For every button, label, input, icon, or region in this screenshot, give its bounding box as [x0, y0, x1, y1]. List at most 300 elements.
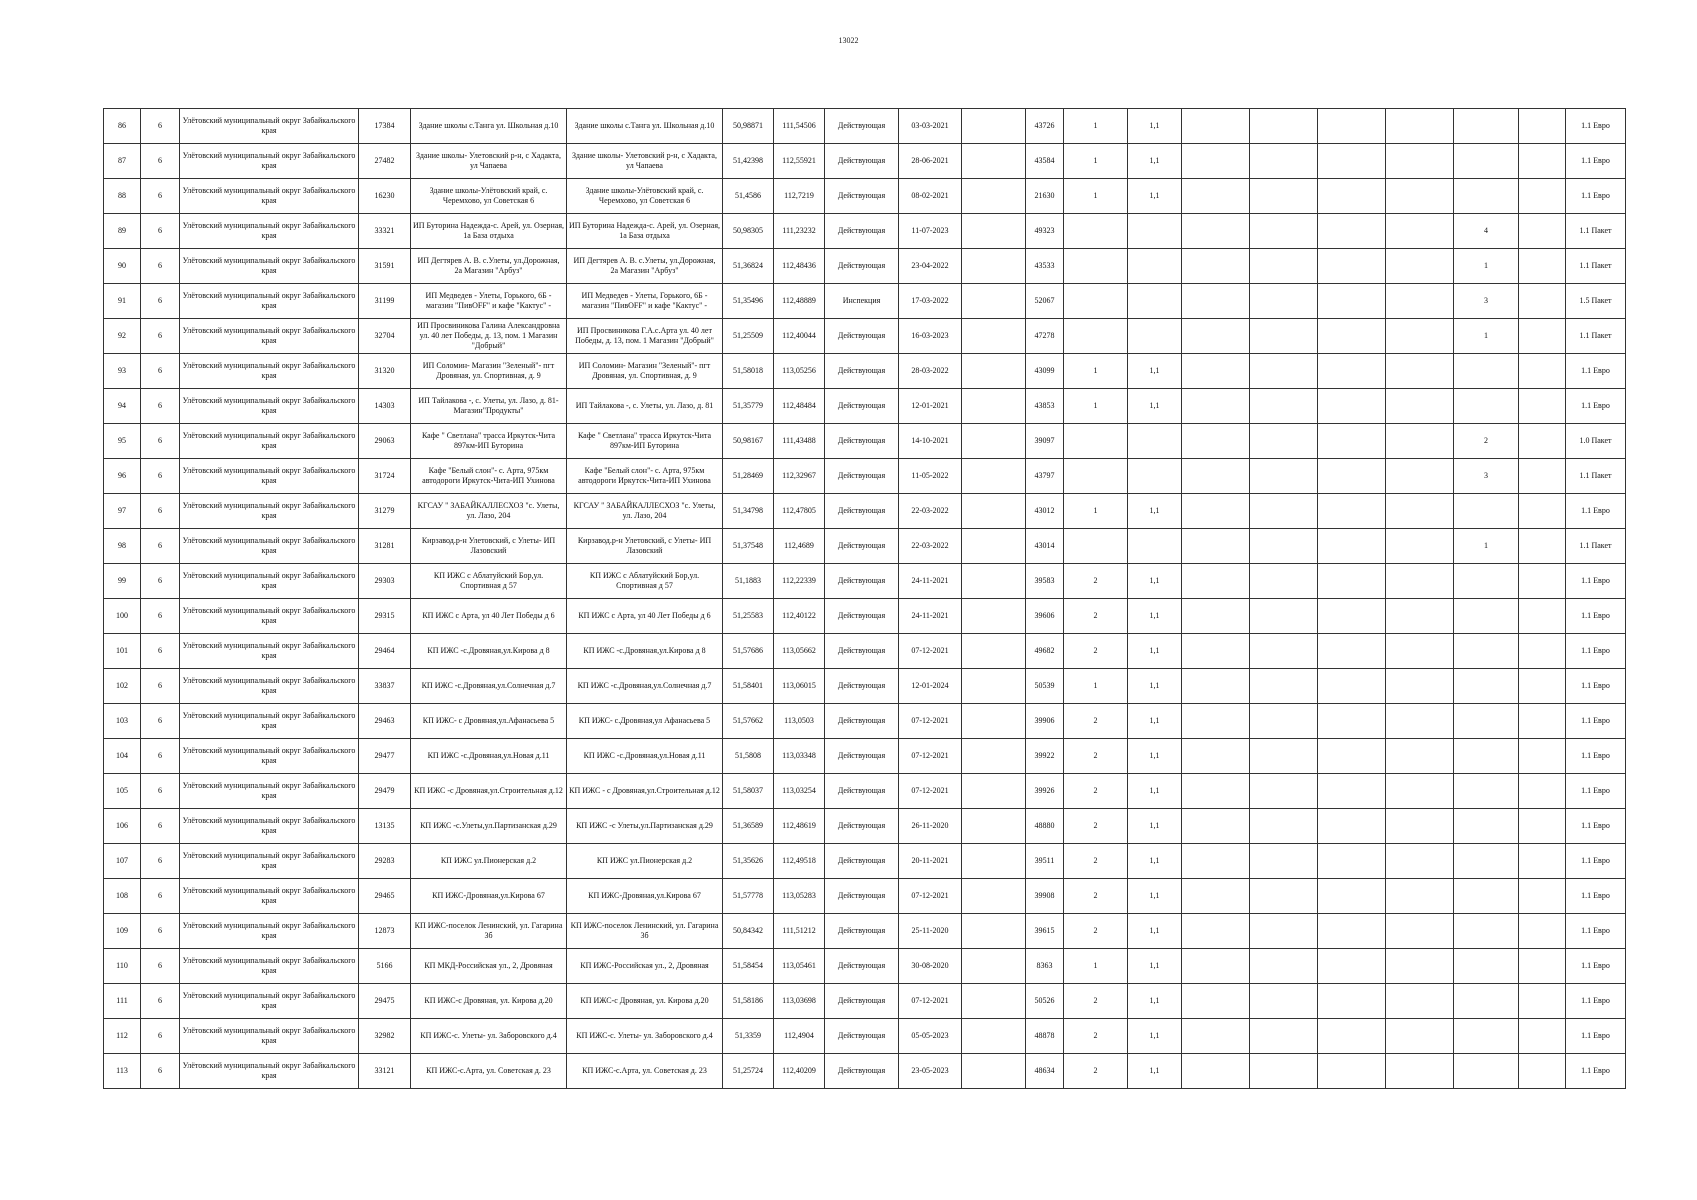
cell-empty-e: [1386, 879, 1454, 914]
cell-municipality: Улётовский муниципальный округ Забайкальского края: [180, 319, 359, 354]
cell-empty-d: [1318, 424, 1386, 459]
cell-municipality: Улётовский муниципальный округ Забайкальского края: [180, 179, 359, 214]
cell-collection-type: 1.1 Евро: [1566, 1054, 1626, 1089]
cell-empty-f: [1519, 249, 1566, 284]
cell-district-code: 6: [141, 879, 180, 914]
cell-empty-f: [1519, 879, 1566, 914]
cell-empty-d: [1318, 284, 1386, 319]
table-row: [104, 109, 1626, 144]
cell-package-count: [1454, 109, 1519, 144]
cell-empty-f: [1519, 284, 1566, 319]
cell-empty-b: [1182, 1054, 1250, 1089]
cell-container-count: 1: [1064, 354, 1128, 389]
cell-date: 07-12-2021: [899, 634, 962, 669]
cell-empty-a: [962, 529, 1026, 564]
cell-empty-c: [1250, 599, 1318, 634]
table-row: [104, 634, 1626, 669]
cell-container-volume: 1,1: [1128, 739, 1182, 774]
cell-empty-e: [1386, 564, 1454, 599]
cell-empty-e: [1386, 109, 1454, 144]
cell-object-name: КП МКД-Российская ул., 2, Дровяная: [411, 949, 567, 984]
cell-date: 23-05-2023: [899, 1054, 962, 1089]
cell-longitude: 112,48619: [774, 809, 825, 844]
cell-status: Инспекция: [825, 284, 899, 319]
cell-row-number: 106: [104, 809, 141, 844]
cell-container-volume: [1128, 284, 1182, 319]
cell-latitude: 51,58037: [723, 774, 774, 809]
cell-container-volume: 1,1: [1128, 949, 1182, 984]
cell-registry-code: 43533: [1026, 249, 1064, 284]
cell-container-volume: 1,1: [1128, 1054, 1182, 1089]
cell-status: Действующая: [825, 669, 899, 704]
page-number: 13022: [838, 36, 859, 45]
cell-empty-d: [1318, 109, 1386, 144]
cell-object-name: Здание школы с.Танга ул. Школьная д.10: [411, 109, 567, 144]
cell-empty-a: [962, 494, 1026, 529]
cell-row-number: 87: [104, 144, 141, 179]
cell-municipality: Улётовский муниципальный округ Забайкальского края: [180, 494, 359, 529]
cell-registry-code: 39906: [1026, 704, 1064, 739]
cell-registry-code: 39606: [1026, 599, 1064, 634]
cell-object-name: ИП Тайлакова -, с. Улеты, ул. Лазо, д. 81-Магазин"Продукты": [411, 389, 567, 424]
cell-empty-d: [1318, 529, 1386, 564]
cell-package-count: [1454, 844, 1519, 879]
cell-empty-a: [962, 809, 1026, 844]
cell-registry-code: 50539: [1026, 669, 1064, 704]
cell-collection-type: 1.1 Евро: [1566, 739, 1626, 774]
cell-collection-type: 1.1 Евро: [1566, 179, 1626, 214]
cell-container-count: 2: [1064, 634, 1128, 669]
cell-empty-c: [1250, 109, 1318, 144]
cell-empty-c: [1250, 214, 1318, 249]
cell-container-count: 2: [1064, 879, 1128, 914]
cell-status: Действующая: [825, 354, 899, 389]
cell-object-address: КП ИЖС -с.Дровяная,ул.Солнечная д.7: [567, 669, 723, 704]
cell-date: 05-05-2023: [899, 1019, 962, 1054]
cell-package-count: [1454, 354, 1519, 389]
cell-empty-e: [1386, 494, 1454, 529]
cell-date: 07-12-2021: [899, 704, 962, 739]
cell-latitude: 51,35779: [723, 389, 774, 424]
registry-table-body: [104, 109, 1626, 1089]
cell-empty-e: [1386, 424, 1454, 459]
cell-empty-b: [1182, 1019, 1250, 1054]
cell-container-count: [1064, 529, 1128, 564]
cell-latitude: 51,35626: [723, 844, 774, 879]
cell-empty-a: [962, 354, 1026, 389]
cell-date: 24-11-2021: [899, 564, 962, 599]
cell-package-count: [1454, 914, 1519, 949]
cell-empty-e: [1386, 214, 1454, 249]
cell-latitude: 51,36589: [723, 809, 774, 844]
cell-status: Действующая: [825, 984, 899, 1019]
table-row: [104, 844, 1626, 879]
table-row: [104, 1019, 1626, 1054]
cell-registry-code: 8363: [1026, 949, 1064, 984]
cell-object-id: 14303: [359, 389, 411, 424]
cell-longitude: 113,05662: [774, 634, 825, 669]
cell-container-volume: 1,1: [1128, 809, 1182, 844]
cell-object-id: 31279: [359, 494, 411, 529]
cell-empty-c: [1250, 1054, 1318, 1089]
cell-container-volume: 1,1: [1128, 879, 1182, 914]
cell-date: 17-03-2022: [899, 284, 962, 319]
cell-object-id: 29477: [359, 739, 411, 774]
cell-object-id: 29479: [359, 774, 411, 809]
cell-date: 11-05-2022: [899, 459, 962, 494]
cell-empty-c: [1250, 984, 1318, 1019]
cell-object-name: КП ИЖС-с. Улеты- ул. Заборовского д.4: [411, 1019, 567, 1054]
cell-object-name: КП ИЖС -с.Дровяная,ул.Новая д.11: [411, 739, 567, 774]
cell-date: 07-12-2021: [899, 739, 962, 774]
cell-collection-type: 1.1 Евро: [1566, 1019, 1626, 1054]
cell-object-address: Здание школы с.Танга ул. Школьная д.10: [567, 109, 723, 144]
cell-empty-c: [1250, 144, 1318, 179]
cell-status: Действующая: [825, 179, 899, 214]
table-row: [104, 319, 1626, 354]
cell-collection-type: 1.0 Пакет: [1566, 424, 1626, 459]
cell-registry-code: 39922: [1026, 739, 1064, 774]
cell-empty-c: [1250, 494, 1318, 529]
cell-empty-c: [1250, 319, 1318, 354]
cell-container-volume: 1,1: [1128, 354, 1182, 389]
cell-object-address: КП ИЖС-с. Улеты- ул. Заборовского д.4: [567, 1019, 723, 1054]
cell-object-id: 29315: [359, 599, 411, 634]
cell-registry-code: 43584: [1026, 144, 1064, 179]
cell-empty-c: [1250, 424, 1318, 459]
cell-longitude: 113,0503: [774, 704, 825, 739]
cell-empty-a: [962, 564, 1026, 599]
cell-empty-d: [1318, 389, 1386, 424]
cell-district-code: 6: [141, 1054, 180, 1089]
cell-empty-d: [1318, 634, 1386, 669]
cell-status: Действующая: [825, 879, 899, 914]
cell-status: Действующая: [825, 249, 899, 284]
cell-object-id: 27482: [359, 144, 411, 179]
cell-object-name: КП ИЖС -с.Дровяная,ул.Солнечная д.7: [411, 669, 567, 704]
cell-package-count: 4: [1454, 214, 1519, 249]
cell-package-count: 3: [1454, 284, 1519, 319]
cell-object-id: 31199: [359, 284, 411, 319]
cell-status: Действующая: [825, 809, 899, 844]
cell-empty-e: [1386, 704, 1454, 739]
cell-municipality: Улётовский муниципальный округ Забайкальского края: [180, 1019, 359, 1054]
cell-district-code: 6: [141, 949, 180, 984]
cell-container-volume: 1,1: [1128, 914, 1182, 949]
cell-empty-c: [1250, 389, 1318, 424]
cell-empty-c: [1250, 704, 1318, 739]
cell-package-count: [1454, 494, 1519, 529]
cell-row-number: 110: [104, 949, 141, 984]
cell-registry-code: 49682: [1026, 634, 1064, 669]
cell-municipality: Улётовский муниципальный округ Забайкальского края: [180, 704, 359, 739]
cell-empty-e: [1386, 144, 1454, 179]
cell-longitude: 112,32967: [774, 459, 825, 494]
cell-container-count: 1: [1064, 144, 1128, 179]
cell-registry-code: 39908: [1026, 879, 1064, 914]
table-row: [104, 354, 1626, 389]
cell-municipality: Улётовский муниципальный округ Забайкальского края: [180, 984, 359, 1019]
cell-collection-type: 1.1 Евро: [1566, 599, 1626, 634]
cell-container-volume: 1,1: [1128, 109, 1182, 144]
cell-object-id: 5166: [359, 949, 411, 984]
cell-date: 20-11-2021: [899, 844, 962, 879]
cell-empty-c: [1250, 354, 1318, 389]
cell-district-code: 6: [141, 109, 180, 144]
cell-object-name: КП ИЖС-с.Арта, ул. Советская д. 23: [411, 1054, 567, 1089]
cell-object-address: КП ИЖС-Дровяная,ул.Кирова 67: [567, 879, 723, 914]
cell-latitude: 51,58401: [723, 669, 774, 704]
cell-status: Действующая: [825, 389, 899, 424]
cell-empty-e: [1386, 669, 1454, 704]
cell-collection-type: 1.1 Евро: [1566, 564, 1626, 599]
table-row: [104, 774, 1626, 809]
cell-container-volume: 1,1: [1128, 984, 1182, 1019]
cell-empty-c: [1250, 774, 1318, 809]
cell-container-count: 2: [1064, 774, 1128, 809]
cell-date: 26-11-2020: [899, 809, 962, 844]
cell-object-id: 29463: [359, 704, 411, 739]
cell-latitude: 51,25509: [723, 319, 774, 354]
cell-container-volume: 1,1: [1128, 1019, 1182, 1054]
cell-date: 11-07-2023: [899, 214, 962, 249]
cell-district-code: 6: [141, 179, 180, 214]
cell-date: 28-03-2022: [899, 354, 962, 389]
cell-container-volume: 1,1: [1128, 144, 1182, 179]
cell-empty-e: [1386, 249, 1454, 284]
cell-row-number: 91: [104, 284, 141, 319]
cell-object-address: КП ИЖС -с.Дровяная,ул.Кирова д 8: [567, 634, 723, 669]
cell-empty-e: [1386, 634, 1454, 669]
cell-container-volume: 1,1: [1128, 844, 1182, 879]
cell-status: Действующая: [825, 739, 899, 774]
cell-district-code: 6: [141, 249, 180, 284]
cell-district-code: 6: [141, 529, 180, 564]
table-row: [104, 459, 1626, 494]
cell-status: Действующая: [825, 704, 899, 739]
cell-empty-a: [962, 634, 1026, 669]
cell-registry-code: 48634: [1026, 1054, 1064, 1089]
cell-empty-e: [1386, 319, 1454, 354]
cell-longitude: 112,48436: [774, 249, 825, 284]
cell-empty-b: [1182, 144, 1250, 179]
cell-row-number: 96: [104, 459, 141, 494]
cell-municipality: Улётовский муниципальный округ Забайкальского края: [180, 389, 359, 424]
cell-empty-e: [1386, 529, 1454, 564]
cell-registry-code: 43797: [1026, 459, 1064, 494]
cell-district-code: 6: [141, 459, 180, 494]
cell-latitude: 51,1883: [723, 564, 774, 599]
cell-latitude: 50,98871: [723, 109, 774, 144]
cell-registry-code: 49323: [1026, 214, 1064, 249]
cell-collection-type: 1.1 Евро: [1566, 949, 1626, 984]
cell-empty-a: [962, 1054, 1026, 1089]
cell-empty-a: [962, 109, 1026, 144]
cell-registry-code: 43099: [1026, 354, 1064, 389]
cell-longitude: 113,03698: [774, 984, 825, 1019]
cell-registry-code: 39926: [1026, 774, 1064, 809]
cell-row-number: 113: [104, 1054, 141, 1089]
cell-container-count: 1: [1064, 669, 1128, 704]
cell-empty-b: [1182, 599, 1250, 634]
table-row: [104, 949, 1626, 984]
cell-date: 07-12-2021: [899, 879, 962, 914]
cell-package-count: 3: [1454, 459, 1519, 494]
cell-empty-b: [1182, 389, 1250, 424]
cell-latitude: 50,84342: [723, 914, 774, 949]
cell-district-code: 6: [141, 844, 180, 879]
cell-status: Действующая: [825, 1054, 899, 1089]
cell-empty-e: [1386, 774, 1454, 809]
cell-empty-d: [1318, 1019, 1386, 1054]
cell-district-code: 6: [141, 354, 180, 389]
cell-object-address: Здание школы-Улётовский край, с. Черемхово, ул Советская 6: [567, 179, 723, 214]
cell-empty-c: [1250, 879, 1318, 914]
cell-longitude: 112,7219: [774, 179, 825, 214]
cell-empty-a: [962, 984, 1026, 1019]
cell-object-name: КП ИЖС с Арта, ул 40 Лет Победы д 6: [411, 599, 567, 634]
cell-object-name: КП ИЖС ул.Пионерская д.2: [411, 844, 567, 879]
table-row: [104, 214, 1626, 249]
cell-longitude: 112,40122: [774, 599, 825, 634]
cell-object-id: 29303: [359, 564, 411, 599]
cell-package-count: 1: [1454, 249, 1519, 284]
cell-empty-e: [1386, 1019, 1454, 1054]
cell-collection-type: 1.1 Евро: [1566, 704, 1626, 739]
cell-package-count: [1454, 179, 1519, 214]
cell-collection-type: 1.1 Пакет: [1566, 214, 1626, 249]
cell-empty-d: [1318, 844, 1386, 879]
cell-collection-type: 1.1 Евро: [1566, 774, 1626, 809]
cell-date: 30-08-2020: [899, 949, 962, 984]
cell-object-name: ИП Буторина Надежда-с. Арей, ул. Озерная, 1а База отдыха: [411, 214, 567, 249]
cell-district-code: 6: [141, 389, 180, 424]
table-row: [104, 914, 1626, 949]
cell-status: Действующая: [825, 774, 899, 809]
cell-empty-f: [1519, 1054, 1566, 1089]
cell-empty-c: [1250, 634, 1318, 669]
cell-object-id: 29464: [359, 634, 411, 669]
cell-empty-f: [1519, 599, 1566, 634]
cell-object-id: 29465: [359, 879, 411, 914]
cell-municipality: Улётовский муниципальный округ Забайкальского края: [180, 879, 359, 914]
cell-container-count: 2: [1064, 1054, 1128, 1089]
cell-empty-d: [1318, 249, 1386, 284]
cell-empty-d: [1318, 809, 1386, 844]
cell-district-code: 6: [141, 669, 180, 704]
cell-municipality: Улётовский муниципальный округ Забайкальского края: [180, 599, 359, 634]
cell-longitude: 112,47805: [774, 494, 825, 529]
cell-empty-d: [1318, 949, 1386, 984]
cell-municipality: Улётовский муниципальный округ Забайкальского края: [180, 109, 359, 144]
cell-longitude: 113,05256: [774, 354, 825, 389]
cell-registry-code: 47278: [1026, 319, 1064, 354]
cell-empty-b: [1182, 529, 1250, 564]
cell-collection-type: 1.1 Евро: [1566, 389, 1626, 424]
cell-empty-d: [1318, 774, 1386, 809]
cell-container-volume: [1128, 214, 1182, 249]
cell-object-id: 33321: [359, 214, 411, 249]
cell-row-number: 104: [104, 739, 141, 774]
table-row: [104, 704, 1626, 739]
cell-row-number: 107: [104, 844, 141, 879]
cell-object-address: Кафе " Светлана" трасса Иркутск-Чита 897км-ИП Буторина: [567, 424, 723, 459]
cell-object-name: КП ИЖС-с Дровяная, ул. Кирова д.20: [411, 984, 567, 1019]
cell-row-number: 90: [104, 249, 141, 284]
cell-container-volume: 1,1: [1128, 564, 1182, 599]
cell-row-number: 93: [104, 354, 141, 389]
cell-empty-c: [1250, 809, 1318, 844]
cell-object-address: КП ИЖС-поселок Ленинский, ул. Гагарина 3б: [567, 914, 723, 949]
cell-row-number: 92: [104, 319, 141, 354]
cell-row-number: 105: [104, 774, 141, 809]
cell-empty-a: [962, 914, 1026, 949]
cell-empty-b: [1182, 879, 1250, 914]
cell-date: 22-03-2022: [899, 529, 962, 564]
cell-longitude: 112,22339: [774, 564, 825, 599]
cell-row-number: 94: [104, 389, 141, 424]
cell-municipality: Улётовский муниципальный округ Забайкальского края: [180, 284, 359, 319]
cell-empty-f: [1519, 704, 1566, 739]
cell-collection-type: 1.1 Евро: [1566, 879, 1626, 914]
cell-object-name: КГСАУ " ЗАБАЙКАЛЛЕСХОЗ "с. Улеты, ул. Лазо, 204: [411, 494, 567, 529]
cell-object-address: ИП Буторина Надежда-с. Арей, ул. Озерная, 1а База отдыха: [567, 214, 723, 249]
cell-registry-code: 39097: [1026, 424, 1064, 459]
cell-empty-b: [1182, 914, 1250, 949]
cell-empty-f: [1519, 634, 1566, 669]
cell-row-number: 102: [104, 669, 141, 704]
cell-empty-f: [1519, 459, 1566, 494]
cell-district-code: 6: [141, 144, 180, 179]
cell-package-count: [1454, 704, 1519, 739]
cell-empty-b: [1182, 949, 1250, 984]
cell-object-name: КП ИЖС -с.Дровяная,ул.Кирова д 8: [411, 634, 567, 669]
cell-object-id: 13135: [359, 809, 411, 844]
cell-empty-a: [962, 879, 1026, 914]
cell-object-id: 29283: [359, 844, 411, 879]
cell-longitude: 111,51212: [774, 914, 825, 949]
cell-longitude: 112,48889: [774, 284, 825, 319]
cell-latitude: 51,58186: [723, 984, 774, 1019]
cell-package-count: [1454, 809, 1519, 844]
cell-longitude: 113,06015: [774, 669, 825, 704]
cell-container-count: [1064, 459, 1128, 494]
cell-latitude: 51,3359: [723, 1019, 774, 1054]
cell-package-count: 1: [1454, 319, 1519, 354]
cell-date: 14-10-2021: [899, 424, 962, 459]
cell-empty-f: [1519, 809, 1566, 844]
cell-container-volume: [1128, 424, 1182, 459]
cell-registry-code: 52067: [1026, 284, 1064, 319]
table-row: [104, 389, 1626, 424]
cell-empty-d: [1318, 669, 1386, 704]
cell-empty-f: [1519, 179, 1566, 214]
cell-empty-a: [962, 599, 1026, 634]
cell-empty-a: [962, 704, 1026, 739]
cell-empty-d: [1318, 179, 1386, 214]
cell-longitude: 113,05283: [774, 879, 825, 914]
cell-empty-a: [962, 179, 1026, 214]
cell-longitude: 112,40044: [774, 319, 825, 354]
cell-empty-f: [1519, 914, 1566, 949]
cell-empty-b: [1182, 179, 1250, 214]
cell-row-number: 97: [104, 494, 141, 529]
cell-empty-a: [962, 774, 1026, 809]
cell-collection-type: 1.1 Пакет: [1566, 319, 1626, 354]
cell-empty-b: [1182, 774, 1250, 809]
cell-district-code: 6: [141, 424, 180, 459]
cell-registry-code: 21630: [1026, 179, 1064, 214]
